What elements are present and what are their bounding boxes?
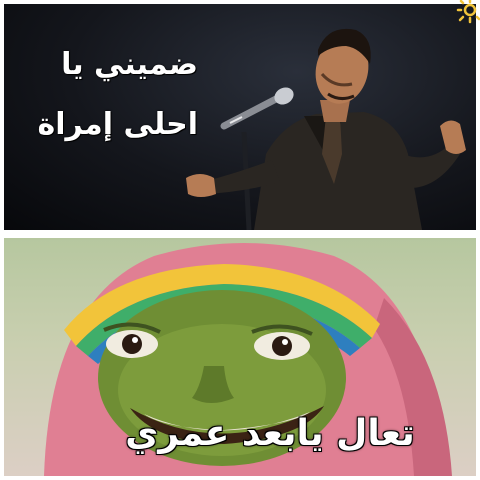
singer-figure: [186, 29, 466, 230]
bottom-panel-hijab-face: [4, 238, 476, 476]
top-caption-line-1: ضميني يا: [61, 47, 198, 82]
top-panel-singer: [4, 4, 476, 230]
bottom-caption: تعال يابعد عمري: [125, 413, 415, 454]
sun-sparkle-icon: [450, 0, 480, 30]
microphone-icon: [224, 84, 297, 126]
top-caption-line-2: احلى إمراة: [37, 107, 198, 142]
